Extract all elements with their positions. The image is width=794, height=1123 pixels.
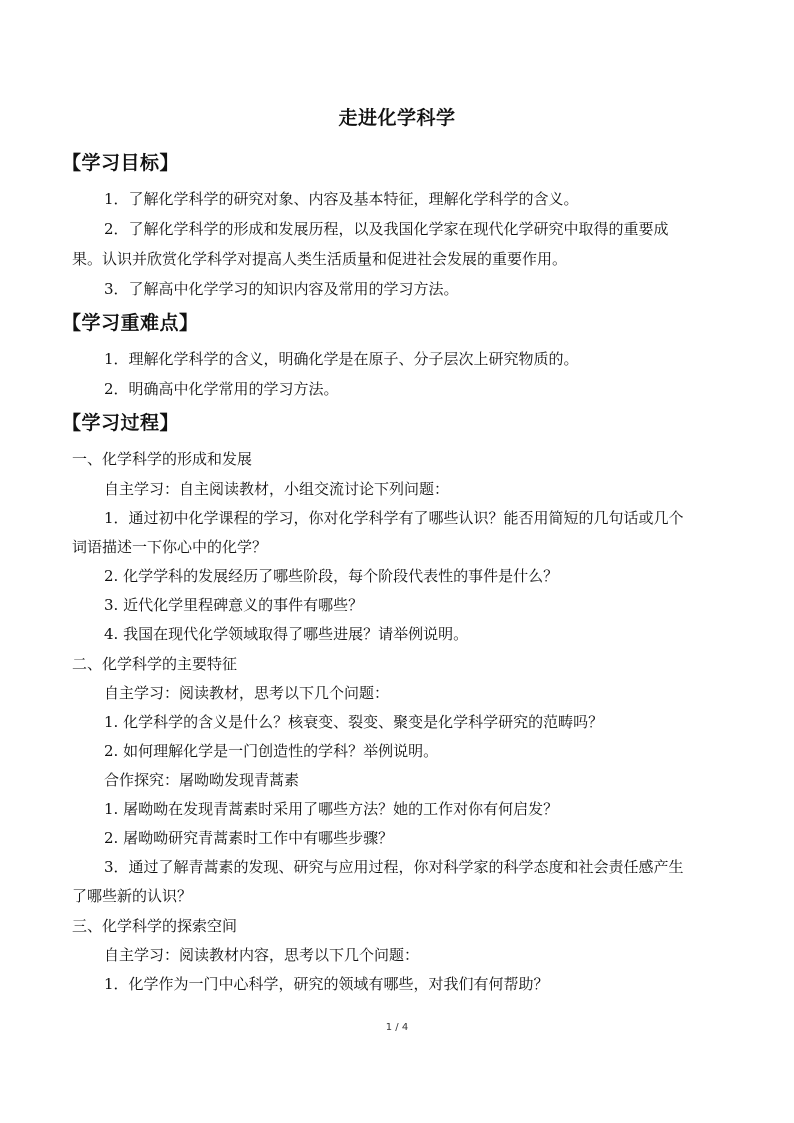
part1-line-2-continued: 词语描述一下你心中的化学？ xyxy=(72,538,268,556)
section-heading-keypoints: 【学习重难点】 xyxy=(62,312,199,334)
document-title: 走进化学科学 xyxy=(338,107,456,129)
goal-item-2: 2．了解化学科学的形成和发展历程，以及我国化学家在现代化学研究中取得的重要成 xyxy=(104,220,669,238)
part3-heading: 三、化学科学的探索空间 xyxy=(72,917,238,935)
section-heading-goals: 【学习目标】 xyxy=(62,152,180,174)
part1-line-5: 4. 我国在现代化学领域取得了哪些进展？请举例说明。 xyxy=(104,625,469,643)
part1-line-1: 自主学习：自主阅读教材，小组交流讨论下列问题： xyxy=(104,480,450,498)
part2-line-5: 1. 屠呦呦在发现青蒿素时采用了哪些方法？她的工作对你有何启发？ xyxy=(104,800,559,818)
part2-line-2: 1. 化学科学的含义是什么？核衰变、裂变、聚变是化学科学研究的范畴吗？ xyxy=(104,713,604,731)
part2-heading: 二、化学科学的主要特征 xyxy=(72,655,238,673)
part2-line-1: 自主学习：阅读教材，思考以下几个问题： xyxy=(104,684,390,702)
part2-line-6: 2. 屠呦呦研究青蒿素时工作中有哪些步骤？ xyxy=(104,829,394,847)
part1-line-2: 1．通过初中化学课程的学习，你对化学科学有了哪些认识？能否用简短的几句话或几个 xyxy=(104,509,684,527)
page-number: 1 / 4 xyxy=(385,1022,409,1033)
goal-item-2-continued: 果。认识并欣赏化学科学对提高人类生活质量和促进社会发展的重要作用。 xyxy=(72,250,568,268)
keypoint-item-2: 2．明确高中化学常用的学习方法。 xyxy=(104,380,339,398)
goal-item-1: 1．了解化学科学的研究对象、内容及基本特征，理解化学科学的含义。 xyxy=(104,190,579,208)
part2-line-4: 合作探究：屠呦呦发现青蒿素 xyxy=(104,771,300,789)
goal-item-3: 3．了解高中化学学习的知识内容及常用的学习方法。 xyxy=(104,280,459,298)
part3-line-1: 自主学习：阅读教材内容，思考以下几个问题： xyxy=(104,946,420,964)
part1-line-3: 2. 化学学科的发展经历了哪些阶段，每个阶段代表性的事件是什么？ xyxy=(104,567,559,585)
part2-line-3: 2. 如何理解化学是一门创造性的学科？举例说明。 xyxy=(104,742,439,760)
part2-line-7-continued: 了哪些新的认识？ xyxy=(72,887,193,905)
part1-line-4: 3. 近代化学里程碑意义的事件有哪些？ xyxy=(104,596,364,614)
keypoint-item-1: 1．理解化学科学的含义，明确化学是在原子、分子层次上研究物质的。 xyxy=(104,350,579,368)
part2-line-7: 3．通过了解青蒿素的发现、研究与应用过程，你对科学家的科学态度和社会责任感产生 xyxy=(104,858,684,876)
part1-heading: 一、化学科学的形成和发展 xyxy=(72,450,253,468)
section-heading-process: 【学习过程】 xyxy=(62,412,180,434)
part3-line-2: 1．化学作为一门中心科学，研究的领域有哪些，对我们有何帮助？ xyxy=(104,975,549,993)
